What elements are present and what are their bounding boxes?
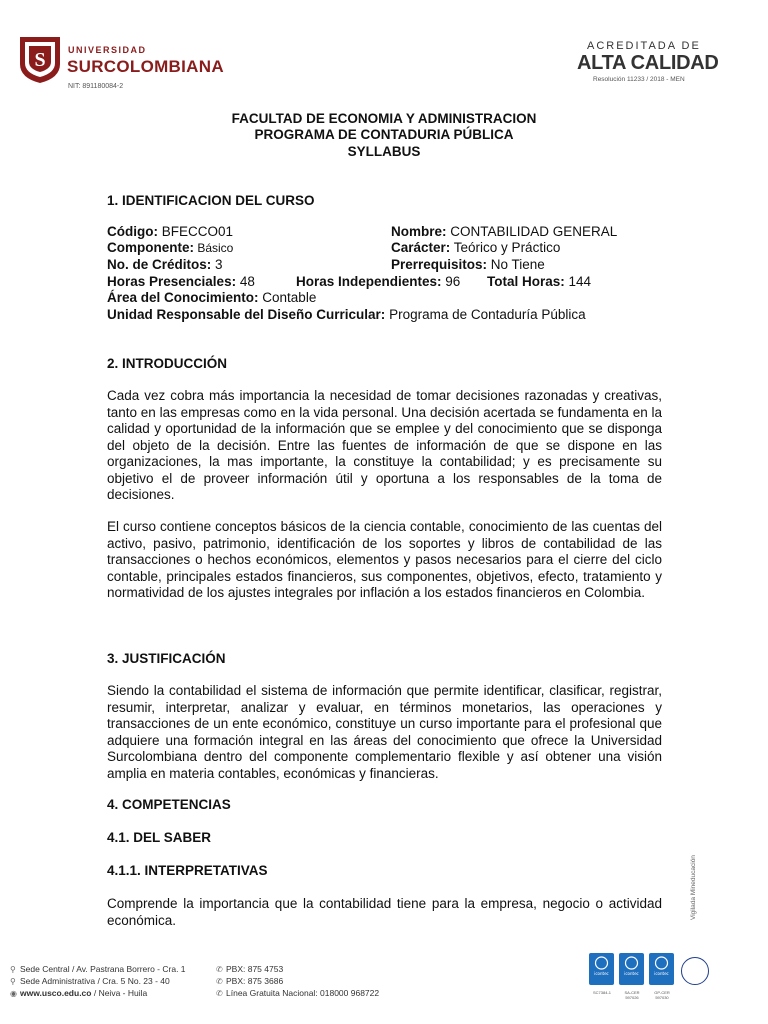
location-pin-icon: ⚲ — [10, 977, 16, 986]
introduccion-paragraph-2: El curso contiene conceptos básicos de la ciencia contable, conocimiento de las cuentas del activo, pasivo, patrimonio, identificación de los soportes y libros de contabilidad de las transacciones o hechos económicos, elementos y pasos necesarios para el cierre del ciclo contable, principales estados financieros, sus componentes, objetivos, efecto, tratamiento y normatividad de los ajustes integrales por inflación a los estados financieros en Colombia. — [107, 519, 662, 600]
area-label: Área del Conocimiento: — [107, 290, 259, 305]
iqnet-badge — [681, 957, 709, 985]
caracter-label: Carácter: — [391, 240, 451, 255]
codigo-label: Código: — [107, 224, 158, 239]
codigo-value: BFECCO01 — [157, 224, 234, 239]
horas-independientes-field — [296, 274, 460, 289]
toll-free-text: Línea Gratuita Nacional: 018000 968722 — [226, 988, 380, 998]
area-field — [107, 290, 316, 305]
presenciales-label: Horas Presenciales: — [107, 274, 237, 289]
caracter-field — [391, 240, 560, 255]
svg-text:S: S — [34, 49, 46, 71]
svg-text:icontec: icontec — [624, 971, 639, 976]
icontec-badge-2 — [619, 953, 644, 985]
address-admin-text: Sede Administrativa / Cra. 5 No. 23 - 40 — [20, 976, 170, 986]
creditos-value: 3 — [211, 257, 223, 272]
creditos-label: No. de Créditos: — [107, 257, 212, 272]
section-1-heading: 1. IDENTIFICACION DEL CURSO — [107, 193, 315, 208]
globe-icon: ◉ — [10, 989, 17, 998]
svg-text:icontec: icontec — [654, 971, 669, 976]
phone-icon: ✆ — [216, 989, 223, 998]
horas-presenciales-field — [107, 274, 255, 289]
location-pin-icon: ⚲ — [10, 965, 16, 974]
icontec-badge-1 — [589, 953, 614, 985]
accreditation-top: ACREDITADA DE — [587, 40, 701, 52]
section-4-heading: 4. COMPETENCIAS — [107, 797, 231, 812]
caracter-value: Teórico y Práctico — [450, 240, 561, 255]
unidad-field — [107, 307, 586, 322]
componente-value: Básico — [194, 241, 234, 255]
nombre-label: Nombre: — [391, 224, 447, 239]
pbx-2-text: PBX: 875 3686 — [226, 976, 284, 986]
cert-code-3: GP-CER 597030 — [654, 990, 670, 1000]
university-name: SURCOLOMBIANA — [67, 57, 224, 76]
introduccion-paragraph-1: Cada vez cobra más importancia la necesidad de tomar decisiones razonadas y creativas, tanto en las empresas como en la vida personal. Una decisión acertada se fundamenta en la calidad y oportunidad de la información que se emplee y del conocimiento que se disponga del objeto de la decisión. Entre las fuentes de información de que se dispone en las organizaciones, la mas importante, la constituye la contabilidad; y es precisamente su objetivo el de proveer información útil y oportuna a los responsables de la toma de decisiones. — [107, 388, 662, 502]
cert-code-1: SC7384-1 — [592, 990, 611, 995]
phone-icon: ✆ — [216, 965, 223, 974]
program-title: PROGRAMA DE CONTADURIA PÚBLICA — [254, 127, 514, 142]
address-central-text: Sede Central / Av. Pastrana Borrero - Cra. 1 — [20, 964, 186, 974]
website-link[interactable]: www.usco.edu.co — [20, 988, 92, 998]
codigo-field — [107, 224, 233, 239]
nombre-value: CONTABILIDAD GENERAL — [446, 224, 618, 239]
total-label: Total Horas: — [487, 274, 565, 289]
prerrequisitos-value: No Tiene — [487, 257, 545, 272]
icontec-badge-3 — [649, 953, 674, 985]
footer-website — [10, 988, 147, 998]
phone-icon: ✆ — [216, 977, 223, 986]
independientes-value: 96 — [441, 274, 461, 289]
unidad-value: Programa de Contaduría Pública — [385, 307, 586, 322]
nit-number: NIT: 891180084-2 — [68, 83, 124, 90]
prerrequisitos-field — [391, 257, 545, 272]
componente-field — [107, 240, 233, 255]
nombre-field — [391, 224, 617, 239]
syllabus-title: SYLLABUS — [347, 144, 421, 159]
faculty-title: FACULTAD DE ECONOMIA Y ADMINISTRACION — [231, 111, 537, 126]
interpretativas-heading: 4.1.1. INTERPRETATIVAS — [107, 863, 268, 878]
accreditation-resolution: Resolución 11233 / 2018 - MEN — [593, 76, 685, 83]
unidad-label: Unidad Responsable del Diseño Curricular: — [107, 307, 386, 322]
section-3-heading: 3. JUSTIFICACIÓN — [107, 651, 226, 666]
footer-toll-free — [216, 988, 379, 998]
presenciales-value: 48 — [236, 274, 255, 289]
vigilada-label: Vigilada Mineducación — [690, 855, 697, 920]
pbx-1-text: PBX: 875 4753 — [226, 964, 284, 974]
svg-text:icontec: icontec — [594, 971, 609, 976]
justificacion-paragraph: Siendo la contabilidad el sistema de información que permite identificar, clasificar, registrar, resumir, interpretar, analizar y evaluar, en términos monetarios, las operaciones y transacciones de un ente económico, constituye un curso importante para el profesional que adquiere una formación integral en las áreas del conocimiento que ofrece la Universidad Surcolombiana dentro del componente complementario flexible y así obtener una visión amplia en materia contables, económicas y financieras. — [107, 683, 662, 781]
del-saber-heading: 4.1. DEL SABER — [107, 830, 212, 845]
creditos-field — [107, 257, 223, 272]
university-small-label: UNIVERSIDAD — [68, 45, 147, 55]
area-value: Contable — [258, 290, 317, 305]
competencias-paragraph: Comprende la importancia que la contabilidad tiene para la empresa, negocio o actividad económica. — [107, 896, 662, 928]
university-shield-logo — [16, 34, 64, 84]
prerrequisitos-label: Prerrequisitos: — [391, 257, 488, 272]
footer-pbx-1 — [216, 964, 283, 974]
independientes-label: Horas Independientes: — [296, 274, 442, 289]
componente-label: Componente: — [107, 240, 194, 255]
footer-address-central — [10, 964, 186, 974]
total-horas-field — [487, 274, 591, 289]
footer-pbx-2 — [216, 976, 283, 986]
accreditation-main: ALTA CALIDAD — [577, 52, 719, 74]
footer-address-admin — [10, 976, 170, 986]
total-value: 144 — [564, 274, 592, 289]
cert-code-2: SA-CER 597026 — [624, 990, 640, 1000]
city-text: / Neiva - Huila — [91, 988, 148, 998]
section-2-heading: 2. INTRODUCCIÓN — [107, 356, 228, 371]
